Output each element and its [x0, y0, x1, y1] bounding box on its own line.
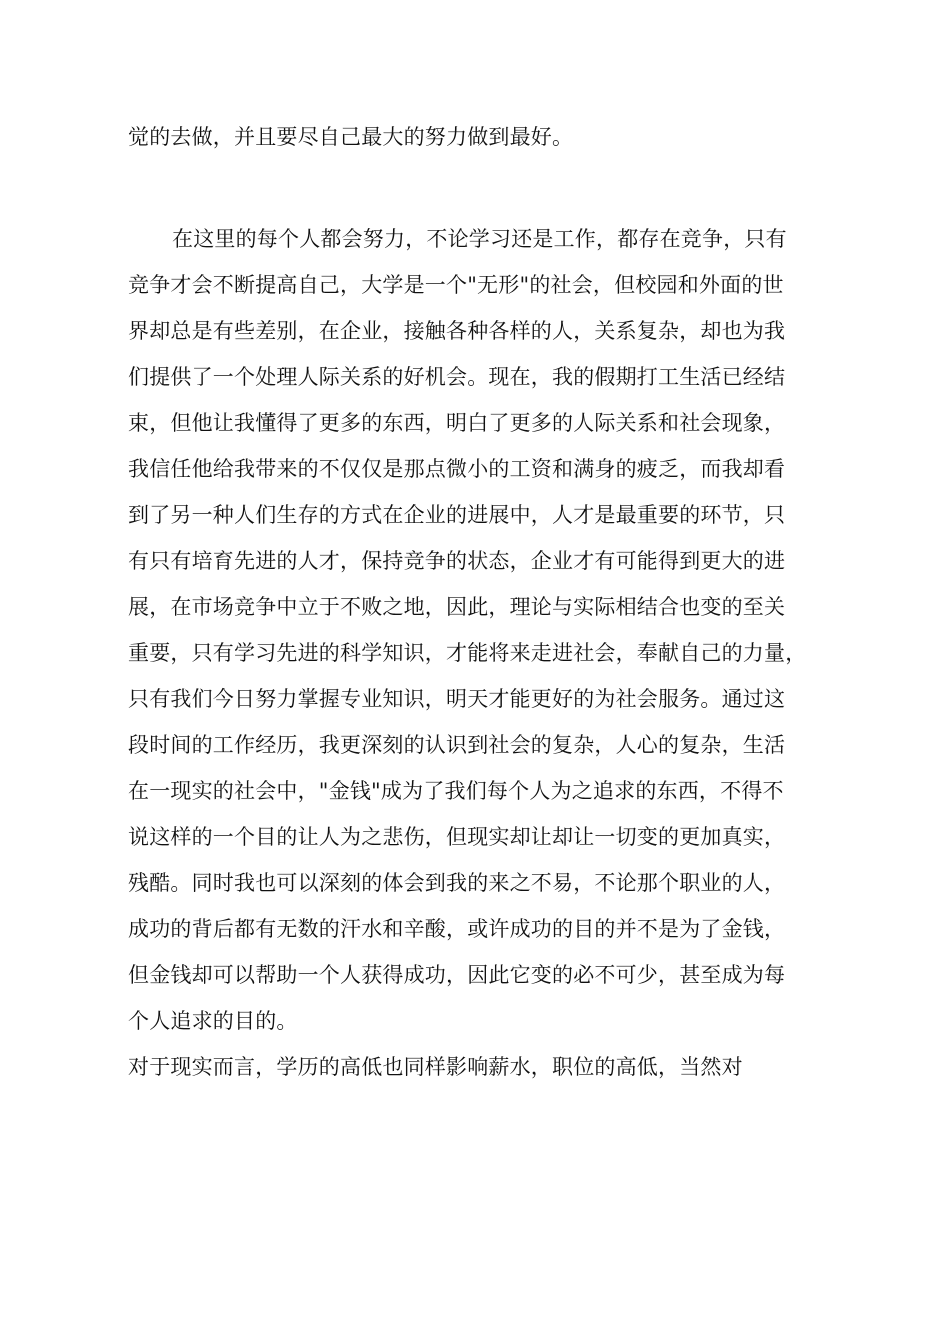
text-line: 说这样的一个目的让人为之悲伤，但现实却让却让一切变的更加真实， [128, 825, 786, 849]
text-line: 觉的去做，并且要尽自己最大的努力做到最好。 [128, 125, 574, 149]
text-line: 界却总是有些差别，在企业，接触各种各样的人，关系复杂，却也为我 [128, 319, 786, 343]
paragraph-first-line: 在这里的每个人都会努力，不论学习还是工作，都存在竞争，只有 [172, 227, 787, 251]
text-line: 有只有培育先进的人才，保持竞争的状态，企业才有可能得到更大的进 [128, 549, 786, 573]
text-line: 到了另一种人们生存的方式在企业的进展中，人才是最重要的环节，只 [128, 503, 786, 527]
text-line: 成功的背后都有无数的汗水和辛酸，或许成功的目的并不是为了金钱， [128, 917, 786, 941]
text-line: 竞争才会不断提高自己，大学是一个"无形"的社会，但校园和外面的世 [128, 273, 784, 297]
text-line: 个人追求的目的。 [128, 1009, 298, 1033]
text-line: 重要，只有学习先进的科学知识，才能将来走进社会，奉献自己的力量， [128, 641, 807, 665]
text-line: 残酷。同时我也可以深刻的体会到我的来之不易，不论那个职业的人， [128, 871, 786, 895]
text-line: 段时间的工作经历，我更深刻的认识到社会的复杂，人心的复杂，生活 [128, 733, 786, 757]
text-line: 在一现实的社会中，"金钱"成为了我们每个人为之追求的东西，不得不 [128, 779, 784, 803]
text-line: 我信任他给我带来的不仅仅是那点微小的工资和满身的疲乏，而我却看 [128, 457, 786, 481]
text-line: 只有我们今日努力掌握专业知识，明天才能更好的为社会服务。通过这 [128, 687, 786, 711]
text-line: 束，但他让我懂得了更多的东西，明白了更多的人际关系和社会现象， [128, 411, 786, 435]
text-line: 展，在市场竞争中立于不败之地，因此，理论与实际相结合也变的至关 [128, 595, 786, 619]
text-line: 但金钱却可以帮助一个人获得成功，因此它变的必不可少，甚至成为每 [128, 963, 786, 987]
text-line: 们提供了一个处理人际关系的好机会。现在，我的假期打工生活已经结 [128, 365, 786, 389]
text-line: 对于现实而言，学历的高低也同样影响薪水，职位的高低，当然对 [128, 1055, 743, 1079]
